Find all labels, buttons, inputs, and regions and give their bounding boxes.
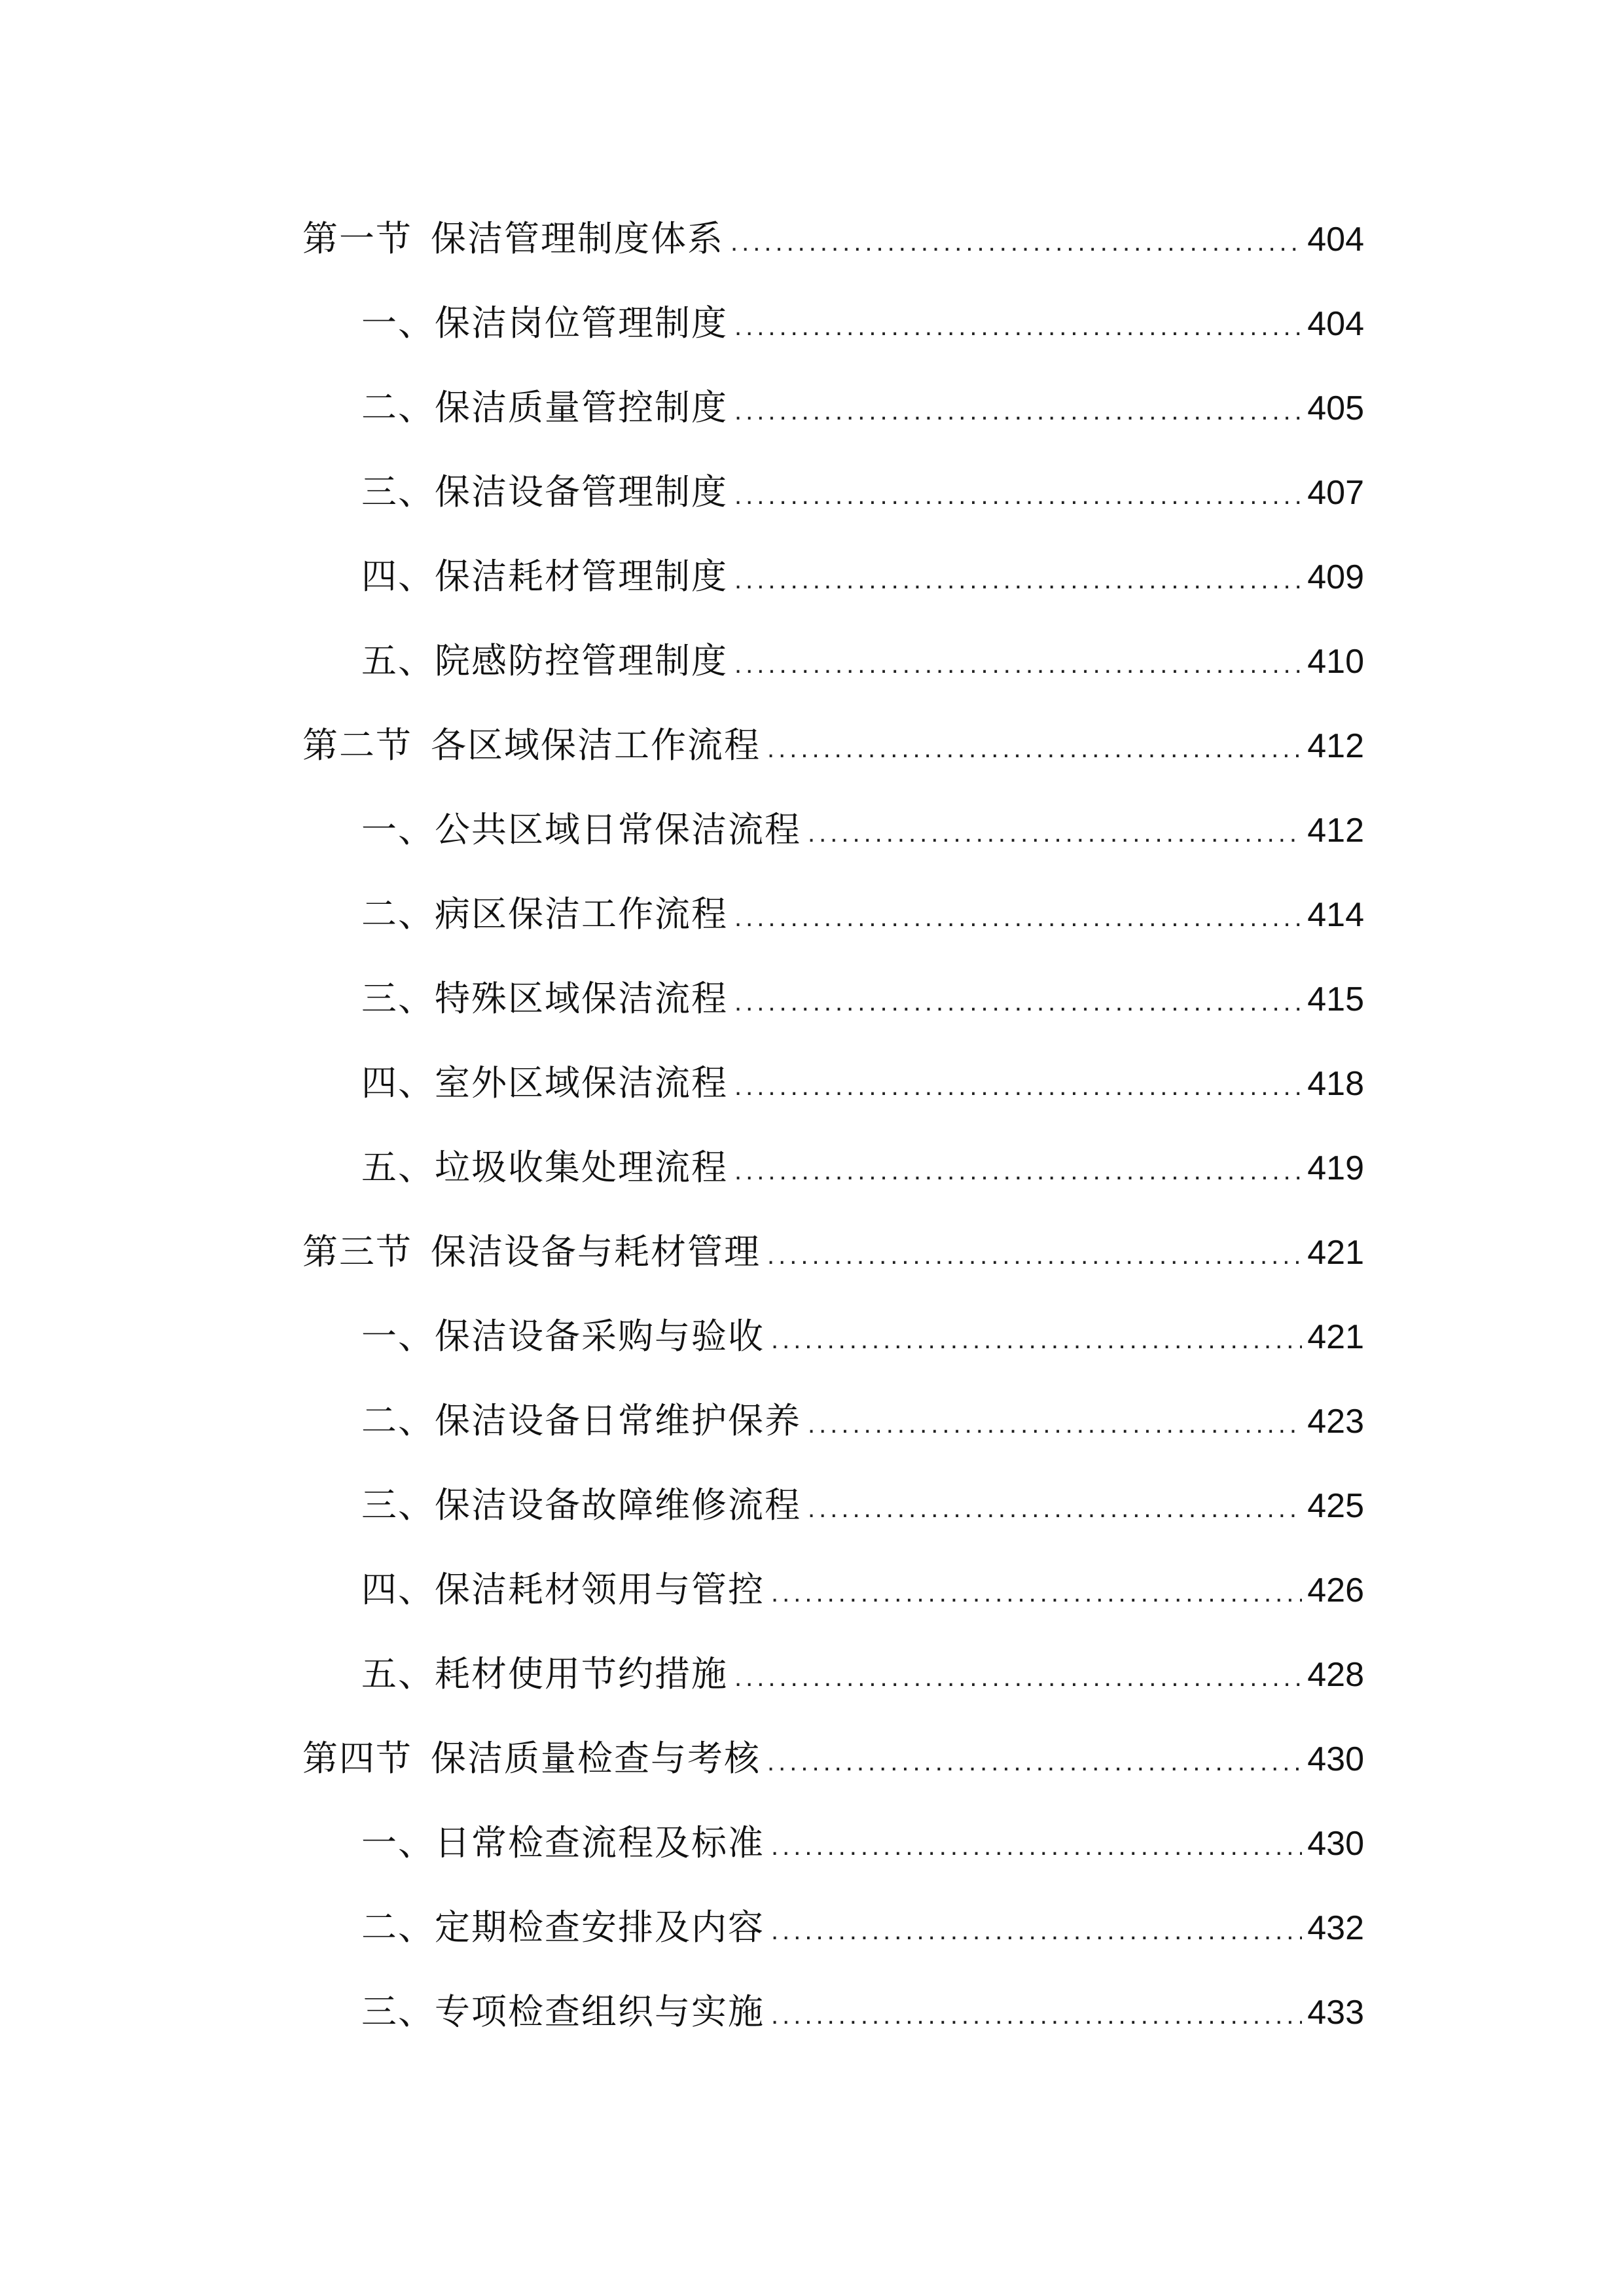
toc-entry-prefix: 一、 xyxy=(361,1316,435,1357)
toc-leader-dots xyxy=(771,1901,1302,1960)
toc-entry-label xyxy=(302,209,724,268)
toc-entry-page: 412 xyxy=(1307,812,1364,850)
toc-entry-title: 公共区域日常保洁流程 xyxy=(435,809,801,850)
toc-entry[interactable] xyxy=(302,969,1364,1054)
toc-entry-page: 423 xyxy=(1307,1403,1364,1441)
toc-entry-page: 404 xyxy=(1307,305,1364,343)
toc-entry[interactable] xyxy=(302,1560,1364,1645)
toc-entry-page: 421 xyxy=(1307,1318,1364,1356)
toc-entry-page: 407 xyxy=(1307,474,1364,512)
toc-entry-label xyxy=(302,1223,761,1282)
toc-leader-dots xyxy=(771,1310,1302,1369)
toc-entry-title: 定期检查安排及内容 xyxy=(435,1907,765,1948)
toc-leader-dots xyxy=(771,1564,1302,1623)
toc-entry-title: 专项检查组织与实施 xyxy=(435,1991,765,2032)
toc-entry-page: 425 xyxy=(1307,1487,1364,1525)
toc-entry[interactable] xyxy=(302,378,1364,463)
toc-entry-title: 院感防控管理制度 xyxy=(435,640,728,681)
toc-entry-label xyxy=(361,547,728,606)
toc-leader-dots xyxy=(808,804,1302,863)
toc-entry-label xyxy=(361,632,728,691)
toc-entry-label xyxy=(361,294,728,353)
toc-entry-prefix: 四、 xyxy=(361,556,435,597)
toc-entry-prefix: 一、 xyxy=(361,302,435,344)
toc-entry-label xyxy=(361,1138,728,1197)
toc-leader-dots xyxy=(734,888,1302,947)
toc-entry-title: 保洁质量检查与考核 xyxy=(431,1738,761,1779)
toc-entry-prefix: 第一节 xyxy=(302,218,412,259)
toc-leader-dots xyxy=(808,1395,1302,1454)
toc-entry[interactable] xyxy=(302,1391,1364,1476)
toc-entry-title: 保洁设备日常维护保养 xyxy=(435,1400,801,1441)
toc-entry-page: 421 xyxy=(1307,1234,1364,1272)
toc-entry-page: 404 xyxy=(1307,221,1364,259)
toc-entry-label xyxy=(361,1898,765,1957)
toc-entry-prefix: 二、 xyxy=(361,1907,435,1948)
toc-leader-dots xyxy=(734,382,1302,440)
toc-entry-prefix: 一、 xyxy=(361,809,435,850)
toc-entry-prefix: 五、 xyxy=(361,1653,435,1695)
toc-entry-title: 保洁耗材领用与管控 xyxy=(435,1569,765,1610)
toc-entry-label xyxy=(361,1982,765,2041)
toc-entry[interactable] xyxy=(302,1476,1364,1560)
toc-entry[interactable] xyxy=(302,1307,1364,1391)
toc-entry[interactable] xyxy=(302,1138,1364,1223)
toc-entry-page: 426 xyxy=(1307,1571,1364,1609)
toc-entry-title: 保洁设备采购与验收 xyxy=(435,1316,765,1357)
toc-entry-prefix: 三、 xyxy=(361,471,435,512)
toc-entry-prefix: 二、 xyxy=(361,1400,435,1441)
toc-entry[interactable] xyxy=(302,632,1364,716)
toc-entry-title: 垃圾收集处理流程 xyxy=(435,1147,728,1188)
toc-entry-prefix: 第三节 xyxy=(302,1231,412,1272)
toc-leader-dots xyxy=(734,550,1302,609)
toc-entry-title: 保洁质量管控制度 xyxy=(435,387,728,428)
toc-leader-dots xyxy=(734,635,1302,694)
toc-entry-prefix: 二、 xyxy=(361,893,435,935)
toc-leader-dots xyxy=(734,297,1302,356)
toc-entry-page: 405 xyxy=(1307,389,1364,427)
toc-entry-prefix: 三、 xyxy=(361,1991,435,2032)
toc-entry-prefix: 第四节 xyxy=(302,1738,412,1779)
toc-entry-page: 410 xyxy=(1307,643,1364,681)
toc-entry-label xyxy=(361,1391,801,1450)
toc-entry-title: 耗材使用节约措施 xyxy=(435,1653,728,1695)
toc-leader-dots xyxy=(731,213,1302,272)
table-of-contents xyxy=(302,209,1364,2067)
toc-entry-prefix: 二、 xyxy=(361,387,435,428)
toc-leader-dots xyxy=(734,1057,1302,1116)
toc-entry-prefix: 三、 xyxy=(361,1484,435,1526)
toc-entry-page: 419 xyxy=(1307,1149,1364,1187)
toc-entry-label xyxy=(361,1307,765,1366)
toc-entry-page: 414 xyxy=(1307,896,1364,934)
toc-entry-title: 特殊区域保洁流程 xyxy=(435,978,728,1019)
toc-entry[interactable] xyxy=(302,1054,1364,1138)
toc-entry-title: 保洁管理制度体系 xyxy=(431,218,724,259)
toc-entry[interactable] xyxy=(302,547,1364,632)
toc-entry-prefix: 第二节 xyxy=(302,725,412,766)
toc-leader-dots xyxy=(767,719,1302,778)
toc-leader-dots xyxy=(767,1226,1302,1285)
toc-entry[interactable] xyxy=(302,463,1364,547)
toc-entry-page: 430 xyxy=(1307,1740,1364,1778)
toc-entry-prefix: 四、 xyxy=(361,1569,435,1610)
toc-entry[interactable] xyxy=(302,800,1364,885)
toc-entry-label xyxy=(361,969,728,1028)
toc-leader-dots xyxy=(767,1732,1302,1791)
toc-entry-title: 各区域保洁工作流程 xyxy=(431,725,761,766)
toc-leader-dots xyxy=(771,1817,1302,1876)
toc-entry-prefix: 四、 xyxy=(361,1062,435,1103)
toc-entry-page: 430 xyxy=(1307,1825,1364,1863)
toc-entry[interactable] xyxy=(302,1729,1364,1814)
toc-entry[interactable] xyxy=(302,1814,1364,1898)
toc-entry-label xyxy=(361,1814,765,1873)
toc-entry-title: 保洁耗材管理制度 xyxy=(435,556,728,597)
toc-entry[interactable] xyxy=(302,1223,1364,1307)
toc-entry[interactable] xyxy=(302,209,1364,294)
toc-entry-page: 432 xyxy=(1307,1909,1364,1947)
toc-entry[interactable] xyxy=(302,885,1364,969)
toc-entry[interactable] xyxy=(302,1982,1364,2067)
toc-entry-title: 保洁设备故障维修流程 xyxy=(435,1484,801,1526)
toc-leader-dots xyxy=(734,466,1302,525)
toc-leader-dots xyxy=(734,973,1302,1031)
toc-entry-prefix: 三、 xyxy=(361,978,435,1019)
toc-entry-prefix: 五、 xyxy=(361,640,435,681)
toc-entry[interactable] xyxy=(302,1645,1364,1729)
toc-entry-page: 409 xyxy=(1307,558,1364,596)
toc-leader-dots xyxy=(734,1648,1302,1707)
toc-entry-prefix: 一、 xyxy=(361,1822,435,1863)
toc-entry-title: 保洁设备管理制度 xyxy=(435,471,728,512)
toc-leader-dots xyxy=(808,1479,1302,1538)
toc-entry-title: 日常检查流程及标准 xyxy=(435,1822,765,1863)
toc-entry-label xyxy=(302,716,761,775)
toc-entry[interactable] xyxy=(302,716,1364,800)
toc-entry-label xyxy=(361,885,728,944)
toc-entry-page: 415 xyxy=(1307,980,1364,1018)
toc-entry-title: 保洁岗位管理制度 xyxy=(435,302,728,344)
toc-entry-title: 病区保洁工作流程 xyxy=(435,893,728,935)
toc-entry-label xyxy=(361,463,728,522)
toc-entry-page: 418 xyxy=(1307,1065,1364,1103)
toc-entry-label xyxy=(361,1645,728,1704)
toc-entry-label xyxy=(302,1729,761,1788)
toc-leader-dots xyxy=(771,1986,1302,2045)
toc-entry-prefix: 五、 xyxy=(361,1147,435,1188)
toc-leader-dots xyxy=(734,1141,1302,1200)
toc-entry-label xyxy=(361,1054,728,1113)
toc-entry-page: 412 xyxy=(1307,727,1364,765)
toc-entry-label xyxy=(361,378,728,437)
toc-entry-title: 保洁设备与耗材管理 xyxy=(431,1231,761,1272)
toc-entry[interactable] xyxy=(302,294,1364,378)
toc-entry-title: 室外区域保洁流程 xyxy=(435,1062,728,1103)
toc-entry-label xyxy=(361,1476,801,1535)
toc-entry-label xyxy=(361,1560,765,1619)
toc-entry-page: 433 xyxy=(1307,1994,1364,2032)
toc-entry-label xyxy=(361,800,801,859)
toc-entry-page: 428 xyxy=(1307,1656,1364,1694)
toc-entry[interactable] xyxy=(302,1898,1364,1982)
